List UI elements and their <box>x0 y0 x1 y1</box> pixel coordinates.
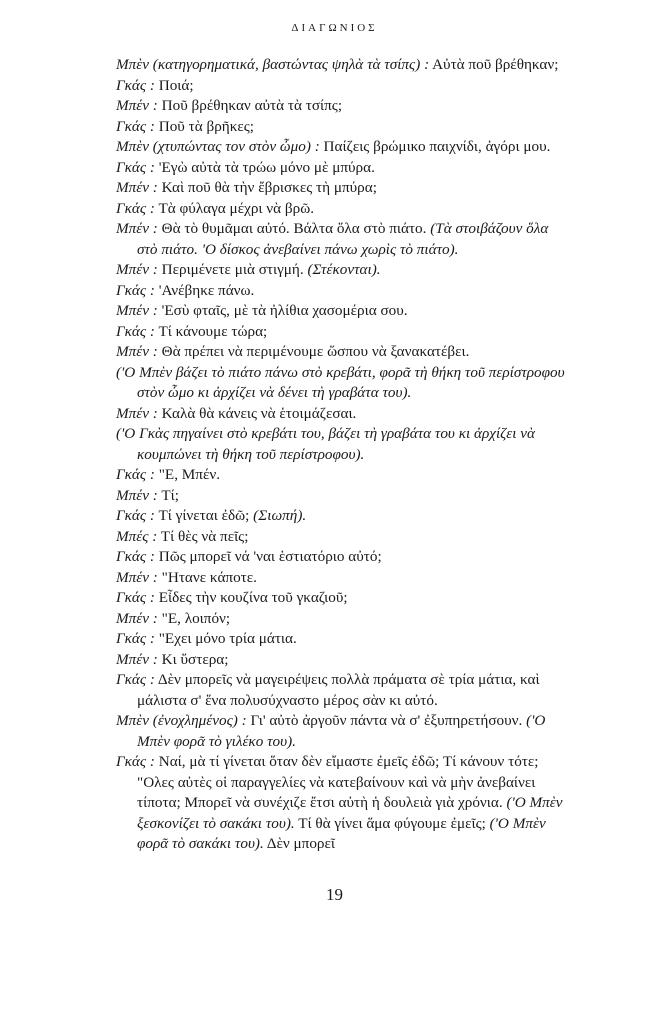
dialogue-line <box>116 55 571 76</box>
line-text: Παίζεις βρώμικο παιχνίδι, ἀγόρι μου. <box>319 138 551 155</box>
line-text: Τί θὲς νὰ πεῖς; <box>157 527 249 545</box>
speaker-separator: : <box>146 507 155 524</box>
speaker-name: Γκάς <box>116 548 147 565</box>
dialogue-line <box>116 711 571 752</box>
speaker-separator: : <box>146 671 155 688</box>
speaker-name: Μπέν <box>116 343 149 360</box>
stage-direction <box>116 424 571 465</box>
line-text: Ποῦ τὰ βρῆκες; <box>154 117 254 135</box>
dialogue-line <box>116 281 571 302</box>
speaker-name: Γκάς <box>116 322 147 340</box>
speaker-name: Γκάς <box>116 76 147 94</box>
dialogue-line <box>116 527 571 548</box>
speaker-name: Γκάς <box>116 199 147 217</box>
dialogue-line <box>116 137 571 158</box>
speaker-separator: : <box>146 322 155 340</box>
speaker-separator: : <box>149 609 158 627</box>
speaker-name: Γκάς <box>116 158 147 176</box>
speaker-name: Μπέν <box>116 404 149 422</box>
speaker-name: Γκάς <box>116 671 147 688</box>
dialogue-line <box>116 752 571 855</box>
line-text: Δὲν μπορεῖ <box>263 835 335 852</box>
dialogue-line <box>116 588 571 609</box>
speaker-name: Γκάς <box>116 281 147 299</box>
line-text: Ναί, μὰ τί γίνεται ὅταν δὲν εἴμαστε ἐμεῖς ἐδῶ; Τί κάνουν τότε; "Ολες αὐτὲς οἱ παραγγελίες νὰ κατεβαίνουν καὶ νὰ μὴν ἀνεβαίνει τίποτα; Μπορεῖ νὰ συνέχιζε ἔτσι αὐτὴ ἡ δουλειὰ γιὰ χρόνια. <box>137 753 539 811</box>
stage-direction-text: ('Ο Μπὲν βάζει τὸ πιάτο πάνω στὸ κρεβάτι, φορᾶ τὴ θήκη τοῦ περίστροφου στὸν ὦμο κι ἀρχίζει νὰ δένει τὴ γραβάτα του). <box>116 363 565 401</box>
line-text: 'Εγὼ αὐτὰ τὰ τρώω μόνο μὲ μπύρα. <box>154 158 375 176</box>
speaker-name: Γκάς <box>116 507 147 524</box>
speaker-separator: : <box>146 548 155 565</box>
inline-direction: ('Ο Μπὲν φορᾶ τὸ γιλέκο του). <box>137 712 546 750</box>
speaker-separator: : <box>146 199 155 217</box>
dialogue-line <box>116 547 571 568</box>
inline-direction: (Τὰ στοιβάζουν ὅλα στὸ πιάτο. 'Ο δίσκος ἀνεβαίνει πάνω χωρὶς τὸ πιάτο). <box>137 220 549 258</box>
speaker-separator: : <box>146 281 155 299</box>
speaker-separator: : <box>149 179 158 196</box>
running-head: ΔΙΑΓΩΝΙΟΣ <box>291 22 378 34</box>
dialogue-line <box>116 670 571 711</box>
speaker-name: Γκάς <box>116 630 147 647</box>
speaker-name: Μπὲν <box>116 138 149 155</box>
line-text: Εἶδες τὴν κουζίνα τοῦ γκαζιοῦ; <box>154 589 348 606</box>
line-text: Περιμένετε μιὰ στιγμή. <box>157 261 304 278</box>
line-text: Θὰ τὸ θυμᾶμαι αὐτό. Βάλτα ὅλα στὸ πιάτο. <box>157 220 427 237</box>
speaker-separator: : <box>149 97 158 114</box>
line-text: Τί γίνεται ἐδῶ; <box>154 507 250 524</box>
speaker-name: Γκάς <box>116 466 147 483</box>
dialogue-line <box>116 178 571 199</box>
dialogue-line <box>116 199 571 220</box>
speaker-name: Μπές <box>116 527 149 545</box>
dialogue-line <box>116 609 571 630</box>
dialogue-line <box>116 568 571 589</box>
line-text: 'Ανέβηκε πάνω. <box>154 281 255 299</box>
line-text: Καὶ ποῦ θὰ τὴν ἔβρισκες τὴ μπύρα; <box>157 179 377 196</box>
line-text: Κι ὕστερα; <box>157 650 229 668</box>
speaker-name: Γκάς <box>116 589 147 606</box>
dialogue-line <box>116 506 571 527</box>
inline-direction: (χτυπώντας τον στὸν ὦμο) <box>149 138 311 155</box>
line-text: Τί θὰ γίνει ἅμα φύγουμε ἐμεῖς; <box>294 814 486 832</box>
dialogue-line <box>116 117 571 138</box>
line-text: Τὰ φύλαγα μέχρι νὰ βρῶ. <box>154 199 315 217</box>
dialogue-body <box>116 55 571 855</box>
speaker-separator: : <box>149 650 158 668</box>
speaker-separator: : <box>146 589 155 606</box>
line-text: Αὐτὰ ποῦ βρέθηκαν; <box>429 56 559 73</box>
stage-direction-text: ('Ο Γκὰς πηγαίνει στὸ κρεβάτι του, βάζει τὴ γραβάτα του κι ἀρχίζει νὰ κουμπώνει τὴ θήκη τοῦ περίστροφου). <box>116 425 536 463</box>
inline-direction: (Σιωπή). <box>249 507 307 524</box>
dialogue-line <box>116 486 571 507</box>
dialogue-line <box>116 301 571 322</box>
speaker-name: Μπέν <box>116 568 149 586</box>
speaker-separator: : <box>149 404 158 422</box>
speaker-name: Μπέν <box>116 650 149 668</box>
line-text: Ποῦ βρέθηκαν αὐτὰ τὰ τσίπς; <box>157 97 343 114</box>
line-text: Θὰ πρέπει νὰ περιμένουμε ὥσπου νὰ ξανακατέβει. <box>157 343 470 360</box>
line-text: "Ε, λοιπόν; <box>157 609 231 627</box>
speaker-name: Μπὲν <box>116 712 149 729</box>
dialogue-line <box>116 76 571 97</box>
speaker-separator: : <box>146 158 155 176</box>
inline-direction: ('Ο Μπὲν φορᾶ τὸ σακάκι του). <box>137 814 546 852</box>
line-text: "Ητανε κάποτε. <box>157 568 257 586</box>
speaker-name: Μπέν <box>116 261 149 278</box>
line-text: Τί κάνουμε τώρα; <box>154 322 268 340</box>
line-text: "Εχει μόνο τρία μάτια. <box>154 630 297 647</box>
dialogue-line <box>116 158 571 179</box>
speaker-separator: : <box>149 261 158 278</box>
line-text: "Ε, Μπέν. <box>154 466 221 483</box>
speaker-separator: : <box>149 302 158 319</box>
speaker-separator: : <box>146 117 155 135</box>
speaker-name: Μπέν <box>116 220 149 237</box>
dialogue-line <box>116 650 571 671</box>
speaker-separator: : <box>310 138 320 155</box>
speaker-name: Γκάς <box>116 117 147 135</box>
page-number: 19 <box>326 885 343 904</box>
speaker-name: Μπὲν <box>116 56 149 73</box>
line-text: Ποιά; <box>154 76 194 94</box>
speaker-name: Μπέν <box>116 302 149 319</box>
speaker-separator: : <box>146 630 155 647</box>
stage-direction <box>116 363 571 404</box>
speaker-name: Μπέν <box>116 179 149 196</box>
line-text: Δὲν μπορεῖς νὰ μαγειρέψεις πολλὰ πράματα σὲ τρία μάτια, καὶ μάλιστα σ' ἕνα πολυσύχναστο μέρος σὰν κι αὐτό. <box>137 671 540 709</box>
inline-direction: (ἐνοχλημένος) <box>149 712 238 729</box>
dialogue-line <box>116 322 571 343</box>
speaker-separator: : <box>149 220 158 237</box>
speaker-separator: : <box>146 466 155 483</box>
speaker-separator: : <box>149 486 158 504</box>
speaker-separator: : <box>146 76 155 94</box>
speaker-separator: : <box>420 56 430 73</box>
line-text: 'Εσὺ φταῖς, μὲ τὰ ἠλίθια χασομέρια σου. <box>157 302 408 319</box>
line-text: Τί; <box>157 486 179 504</box>
speaker-separator: : <box>149 343 158 360</box>
dialogue-line <box>116 342 571 363</box>
speaker-separator: : <box>149 568 158 586</box>
line-text: Πῶς μπορεῖ νά 'ναι ἑστιατόριο αὐτό; <box>154 548 382 565</box>
speaker-name: Μπέν <box>116 486 149 504</box>
dialogue-line <box>116 404 571 425</box>
dialogue-line <box>116 465 571 486</box>
dialogue-line <box>116 96 571 117</box>
inline-direction: (κατηγορηματικά, βαστώντας ψηλὰ τὰ τσίπς) <box>149 56 421 73</box>
line-text: Καλὰ θὰ κάνεις νὰ ἑτοιμάζεσαι. <box>157 404 357 422</box>
speaker-separator: : <box>146 753 155 770</box>
dialogue-line <box>116 629 571 650</box>
speaker-name: Μπέν <box>116 97 149 114</box>
speaker-name: Μπέν <box>116 609 149 627</box>
speaker-separator: : <box>237 712 247 729</box>
line-text: Γι' αὐτὸ ἀργοῦν πάντα νὰ σ' ἐξυπηρετήσουν. <box>246 712 523 729</box>
speaker-name: Γκάς <box>116 753 147 770</box>
dialogue-line <box>116 260 571 281</box>
speaker-separator: : <box>148 527 158 545</box>
inline-direction: (Στέκονται). <box>303 261 381 278</box>
inline-direction: ('Ο Μπὲν ξεσκονίζει τὸ σακάκι του). <box>137 794 563 832</box>
dialogue-line <box>116 219 571 260</box>
